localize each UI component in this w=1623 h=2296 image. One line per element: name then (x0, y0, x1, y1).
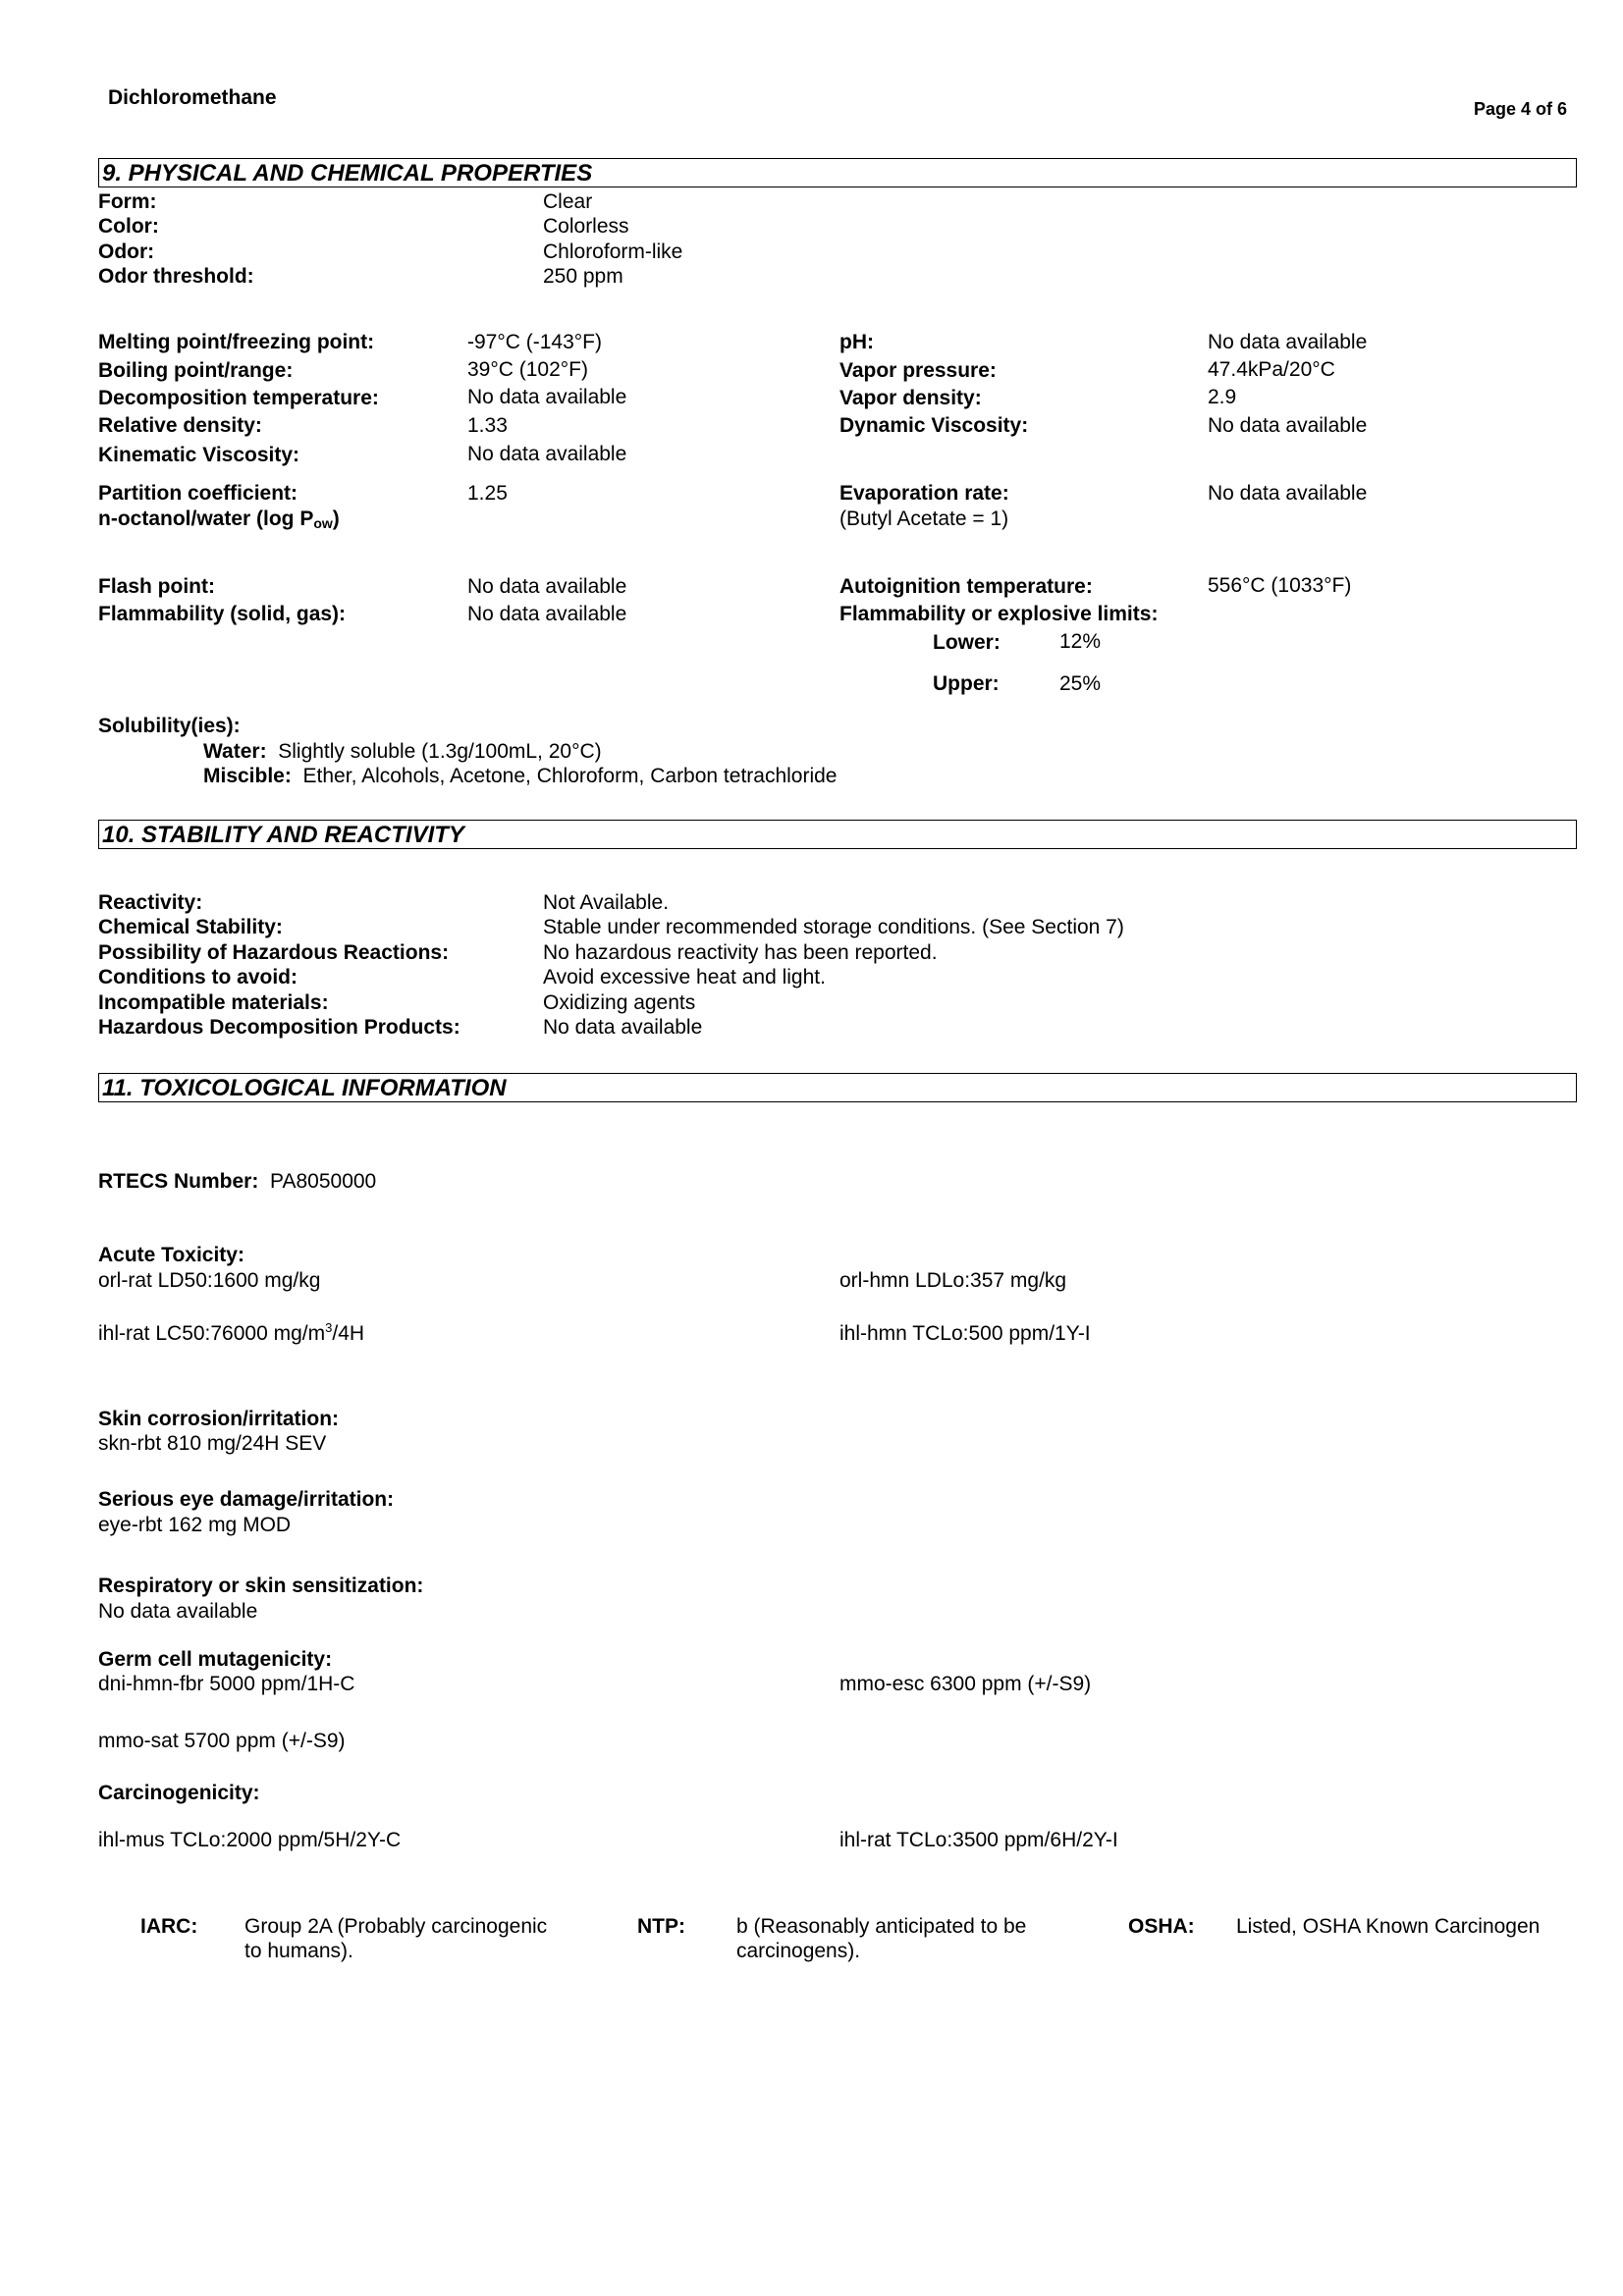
color-label: Color: (98, 215, 159, 238)
melting-point-value: -97°C (-143°F) (467, 331, 602, 353)
water-value: Slightly soluble (1.3g/100mL, 20°C) (278, 740, 602, 763)
relative-density-value: 1.33 (467, 414, 508, 437)
decomposition-products-value: No data available (543, 1016, 703, 1039)
chemical-stability-value: Stable under recommended storage conditions. (See Section 7) (543, 916, 1124, 938)
eye-damage-value: eye-rbt 162 mg MOD (98, 1514, 292, 1536)
partition-coefficient-value: 1.25 (467, 482, 508, 505)
boiling-point-label: Boiling point/range: (98, 359, 294, 382)
acute-orl-rat: orl-rat LD50:1600 mg/kg (98, 1269, 321, 1292)
ihl-rat-text: ihl-rat LC50:76000 mg/m (98, 1322, 326, 1345)
section-10-title: 10. STABILITY AND REACTIVITY (102, 822, 464, 848)
melting-point-label: Melting point/freezing point: (98, 331, 375, 353)
germ-cell-value-1: dni-hmn-fbr 5000 ppm/1H-C (98, 1673, 355, 1695)
decomposition-products-label: Hazardous Decomposition Products: (98, 1016, 460, 1039)
skin-corrosion-value: skn-rbt 810 mg/24H SEV (98, 1432, 327, 1455)
partition-sublabel-subscript: ow (313, 515, 333, 531)
vapor-pressure-label: Vapor pressure: (839, 359, 997, 382)
dynamic-viscosity-label: Dynamic Viscosity: (839, 414, 1029, 437)
section-9-title: 9. PHYSICAL AND CHEMICAL PROPERTIES (102, 160, 593, 187)
solubility-label: Solubility(ies): (98, 715, 241, 737)
evaporation-rate-note: (Butyl Acetate = 1) (839, 507, 1009, 530)
germ-cell-label: Germ cell mutagenicity: (98, 1648, 333, 1671)
sensitization-label: Respiratory or skin sensitization: (98, 1575, 424, 1597)
skin-corrosion-label: Skin corrosion/irritation: (98, 1408, 340, 1430)
decomposition-temp-label: Decomposition temperature: (98, 387, 379, 409)
section-9-header (98, 158, 1577, 187)
incompatible-materials-value: Oxidizing agents (543, 991, 696, 1014)
form-label: Form: (98, 190, 157, 213)
lower-limit-value: 12% (1059, 630, 1102, 653)
ph-value: No data available (1208, 331, 1368, 353)
reactivity-label: Reactivity: (98, 891, 203, 914)
partition-sublabel-close: ) (332, 507, 340, 530)
osha-label: OSHA: (1128, 1915, 1195, 1938)
chemical-stability-label: Chemical Stability: (98, 916, 283, 938)
hazardous-reactions-value: No hazardous reactivity has been reported. (543, 941, 938, 964)
ph-label: pH: (839, 331, 874, 353)
kinematic-viscosity-label: Kinematic Viscosity: (98, 444, 300, 466)
incompatible-materials-label: Incompatible materials: (98, 991, 329, 1014)
evaporation-rate-label: Evaporation rate: (839, 482, 1009, 505)
acute-ihl-rat (98, 1321, 364, 1346)
vapor-pressure-value: 47.4kPa/20°C (1208, 358, 1335, 381)
section-11-header (98, 1073, 1577, 1102)
acute-orl-hmn: orl-hmn LDLo:357 mg/kg (839, 1269, 1067, 1292)
water-label: Water: (203, 740, 267, 763)
decomposition-temp-value: No data available (467, 386, 627, 408)
partition-sublabel-text: n-octanol/water (log P (98, 507, 314, 530)
carcinogenicity-value-2: ihl-rat TCLo:3500 ppm/6H/2Y-I (839, 1829, 1118, 1851)
rtecs-label: RTECS Number: (98, 1170, 259, 1193)
ntp-value-line1: b (Reasonably anticipated to be (736, 1915, 1027, 1938)
conditions-to-avoid-value: Avoid excessive heat and light. (543, 966, 826, 988)
acute-ihl-hmn: ihl-hmn TCLo:500 ppm/1Y-I (839, 1322, 1091, 1345)
ihl-rat-duration: /4H (332, 1322, 365, 1345)
iarc-value-line2: to humans). (244, 1940, 353, 1962)
odor-label: Odor: (98, 240, 155, 263)
carcinogenicity-value-1: ihl-mus TCLo:2000 ppm/5H/2Y-C (98, 1829, 402, 1851)
iarc-label: IARC: (140, 1915, 198, 1938)
ihl-rat-superscript: 3 (325, 1320, 333, 1335)
boiling-point-value: 39°C (102°F) (467, 358, 589, 381)
autoignition-value: 556°C (1033°F) (1208, 574, 1352, 597)
solubility-miscible (203, 764, 838, 788)
hazardous-reactions-label: Possibility of Hazardous Reactions: (98, 941, 450, 964)
document-title: Dichloromethane (108, 86, 277, 109)
form-value: Clear (543, 190, 593, 213)
explosive-limits-label: Flammability or explosive limits: (839, 603, 1159, 625)
ntp-label: NTP: (637, 1915, 685, 1938)
miscible-value: Ether, Alcohols, Acetone, Chloroform, Carbon tetrachloride (302, 765, 838, 787)
flammability-value: No data available (467, 603, 627, 625)
carcinogenicity-label: Carcinogenicity: (98, 1782, 260, 1804)
odor-value: Chloroform-like (543, 240, 683, 263)
partition-coefficient-label: Partition coefficient: (98, 482, 298, 505)
partition-coefficient-sublabel (98, 507, 340, 532)
section-10-header (98, 820, 1577, 849)
kinematic-viscosity-value: No data available (467, 443, 627, 465)
page-indicator: Page 4 of 6 (1474, 99, 1568, 119)
eye-damage-label: Serious eye damage/irritation: (98, 1488, 395, 1511)
relative-density-label: Relative density: (98, 414, 262, 437)
upper-limit-label: Upper: (933, 672, 1000, 695)
germ-cell-value-3: mmo-sat 5700 ppm (+/-S9) (98, 1730, 346, 1752)
solubility-water (203, 739, 602, 764)
lower-limit-label: Lower: (933, 631, 1001, 654)
vapor-density-label: Vapor density: (839, 387, 982, 409)
dynamic-viscosity-value: No data available (1208, 414, 1368, 437)
vapor-density-value: 2.9 (1208, 386, 1237, 408)
color-value: Colorless (543, 215, 629, 238)
rtecs-value: PA8050000 (270, 1170, 377, 1193)
flash-point-label: Flash point: (98, 575, 215, 598)
miscible-label: Miscible: (203, 765, 292, 787)
ntp-value-line2: carcinogens). (736, 1940, 861, 1962)
conditions-to-avoid-label: Conditions to avoid: (98, 966, 298, 988)
flammability-label: Flammability (solid, gas): (98, 603, 347, 625)
iarc-value-line1: Group 2A (Probably carcinogenic (244, 1915, 548, 1938)
germ-cell-value-2: mmo-esc 6300 ppm (+/-S9) (839, 1673, 1092, 1695)
flash-point-value: No data available (467, 575, 627, 598)
osha-value: Listed, OSHA Known Carcinogen (1236, 1915, 1541, 1938)
acute-toxicity-label: Acute Toxicity: (98, 1244, 244, 1266)
upper-limit-value: 25% (1059, 672, 1102, 695)
rtecs-number (98, 1169, 376, 1194)
odor-threshold-label: Odor threshold: (98, 265, 254, 288)
section-11-title: 11. TOXICOLOGICAL INFORMATION (102, 1075, 507, 1101)
evaporation-rate-value: No data available (1208, 482, 1368, 505)
odor-threshold-value: 250 ppm (543, 265, 623, 288)
reactivity-value: Not Available. (543, 891, 670, 914)
sensitization-value: No data available (98, 1600, 258, 1623)
autoignition-label: Autoignition temperature: (839, 575, 1093, 598)
